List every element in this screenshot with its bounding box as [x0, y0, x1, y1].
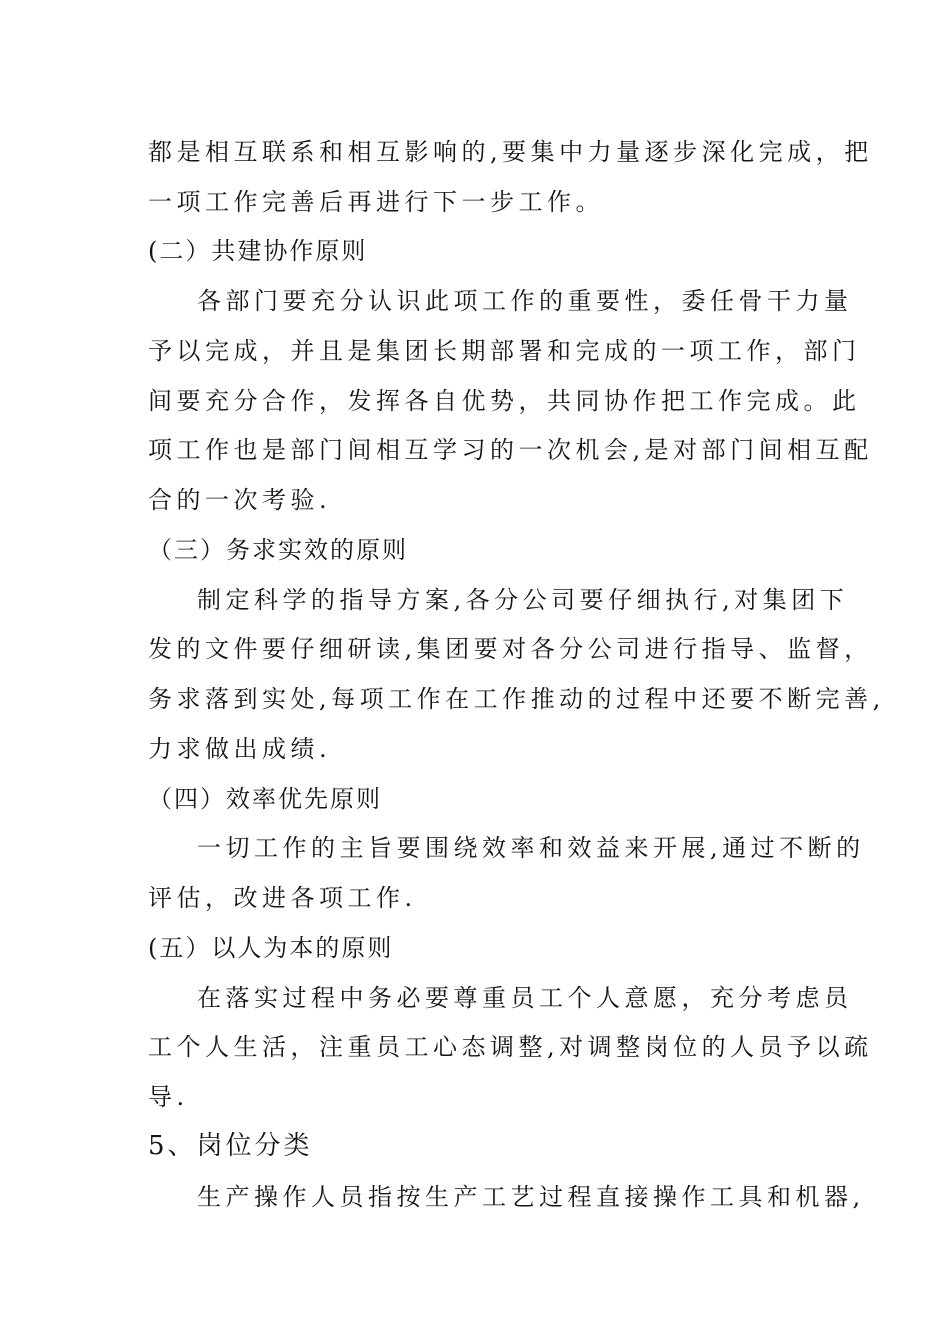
- paragraph-line: 都是相互联系和相互影响的,要集中力量逐步深化完成，把: [148, 138, 873, 166]
- paragraph-line: 导.: [148, 1083, 189, 1111]
- section-title: 5、岗位分类: [148, 1131, 313, 1161]
- paragraph-line: 一项工作完善后再进行下一步工作。: [148, 188, 604, 216]
- section-heading: （三）务求实效的原则: [148, 536, 408, 564]
- section-heading: （四）效率优先原则: [148, 785, 382, 813]
- paragraph-line: 评估，改进各项工作.: [148, 884, 417, 912]
- paragraph-line: 一切工作的主旨要围绕效率和效益来开展,通过不断的: [197, 834, 865, 862]
- paragraph-line: 项工作也是部门间相互学习的一次机会,是对部门间相互配: [148, 436, 873, 464]
- section-heading: (二）共建协作原则: [148, 237, 368, 265]
- paragraph-line: 制定科学的指导方案,各分公司要仔细执行,对集团下: [197, 586, 849, 614]
- paragraph-line: 在落实过程中务必要尊重员工个人意愿，充分考虑员: [197, 984, 853, 1012]
- paragraph-line: 各部门要充分认识此项工作的重要性，委任骨干力量: [197, 287, 853, 315]
- paragraph-line: 工个人生活，注重员工心态调整,对调整岗位的人员予以疏: [148, 1033, 873, 1061]
- paragraph-line: 合的一次考验.: [148, 486, 332, 514]
- paragraph-line: 生产操作人员指按生产工艺过程直接操作工具和机器,: [197, 1183, 865, 1211]
- section-heading: (五）以人为本的原则: [148, 934, 394, 962]
- paragraph-line: 务求落到实处,每项工作在工作推动的过程中还要不断完善,: [148, 685, 885, 713]
- paragraph-line: 间要充分合作，发挥各自优势，共同协作把工作完成。此: [148, 387, 861, 415]
- paragraph-line: 予以完成，并且是集团长期部署和完成的一项工作，部门: [148, 337, 861, 365]
- paragraph-line: 力求做出成绩.: [148, 735, 332, 763]
- paragraph-line: 发的文件要仔细研读,集团要对各分公司进行指导、监督，: [148, 635, 873, 663]
